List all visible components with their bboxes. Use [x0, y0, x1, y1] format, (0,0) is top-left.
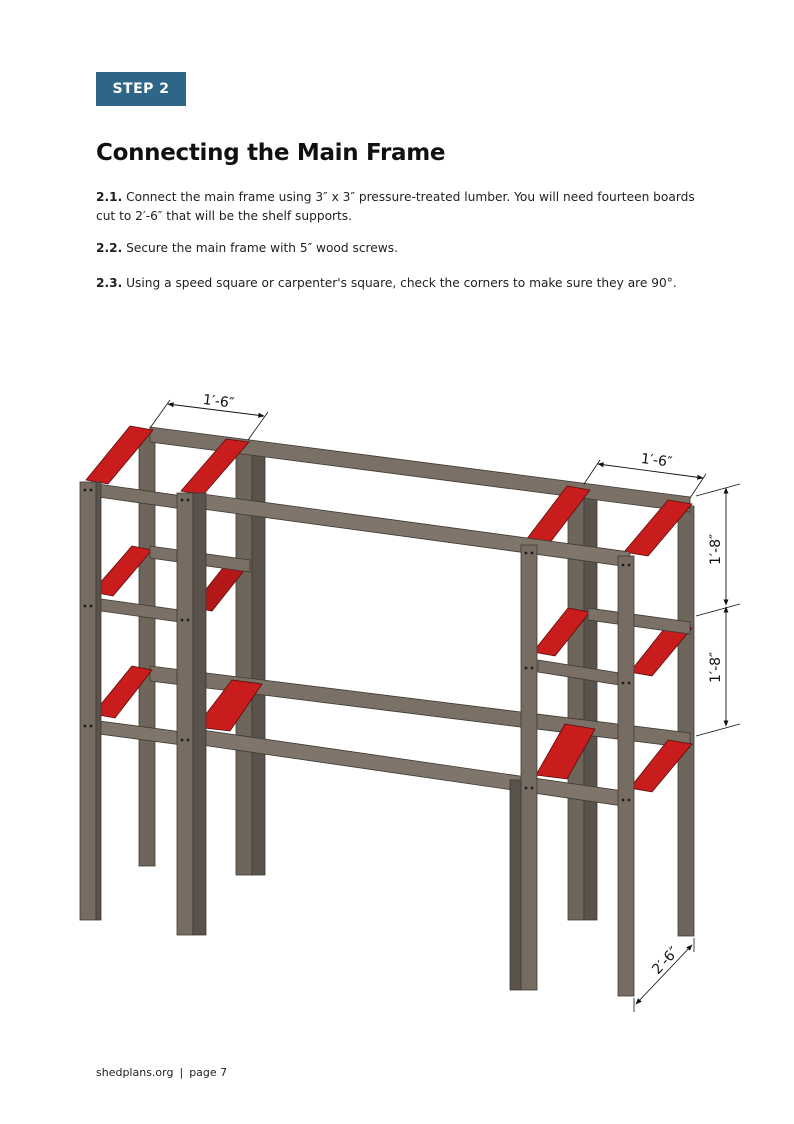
- front-left-post-a: [80, 482, 96, 920]
- front-left-post-b-side: [193, 493, 206, 935]
- front-left-post-b: [177, 493, 193, 935]
- front-right-post-b: [618, 556, 634, 996]
- instruction-number: 2.1.: [96, 190, 123, 204]
- dim-label-bottom: 2′-6″: [649, 943, 683, 978]
- page-title: Connecting the Main Frame: [96, 140, 446, 166]
- instruction-text: Connect the main frame using 3″ x 3″ pressure-treated lumber. You will need fourteen boards cut to 2′-6″ that will be the shelf supports.: [96, 190, 695, 223]
- footer-site: shedplans.org: [96, 1066, 174, 1079]
- instruction-text: Secure the main frame with 5″ wood screws.: [126, 241, 398, 255]
- footer-page: page 7: [189, 1066, 228, 1079]
- back-right-post-b: [678, 506, 694, 936]
- instruction-number: 2.2.: [96, 241, 123, 255]
- footer-separator: |: [179, 1066, 184, 1079]
- dim-label-upper-spacing: 1′-8″: [708, 533, 724, 565]
- instruction-text: Using a speed square or carpenter's square, check the corners to make sure they are 90°.: [126, 276, 677, 290]
- dim-vertical: [696, 484, 740, 736]
- front-right-post-a-side: [510, 780, 521, 990]
- page-footer: [96, 1066, 227, 1079]
- dim-label-top-right: 1′-6″: [640, 450, 674, 471]
- front-left-post-a-side: [96, 482, 101, 920]
- dim-label-top-left: 1′-6″: [201, 391, 235, 412]
- dim-label-lower-spacing: 1′-8″: [708, 651, 724, 683]
- side-rails: [84, 482, 690, 687]
- right-mid-side-rail-back: [588, 608, 690, 634]
- step-label: STEP 2: [112, 81, 170, 97]
- dim-bottom: [634, 938, 694, 1012]
- instruction-number: 2.3.: [96, 276, 123, 290]
- front-right-post-a: [521, 545, 537, 990]
